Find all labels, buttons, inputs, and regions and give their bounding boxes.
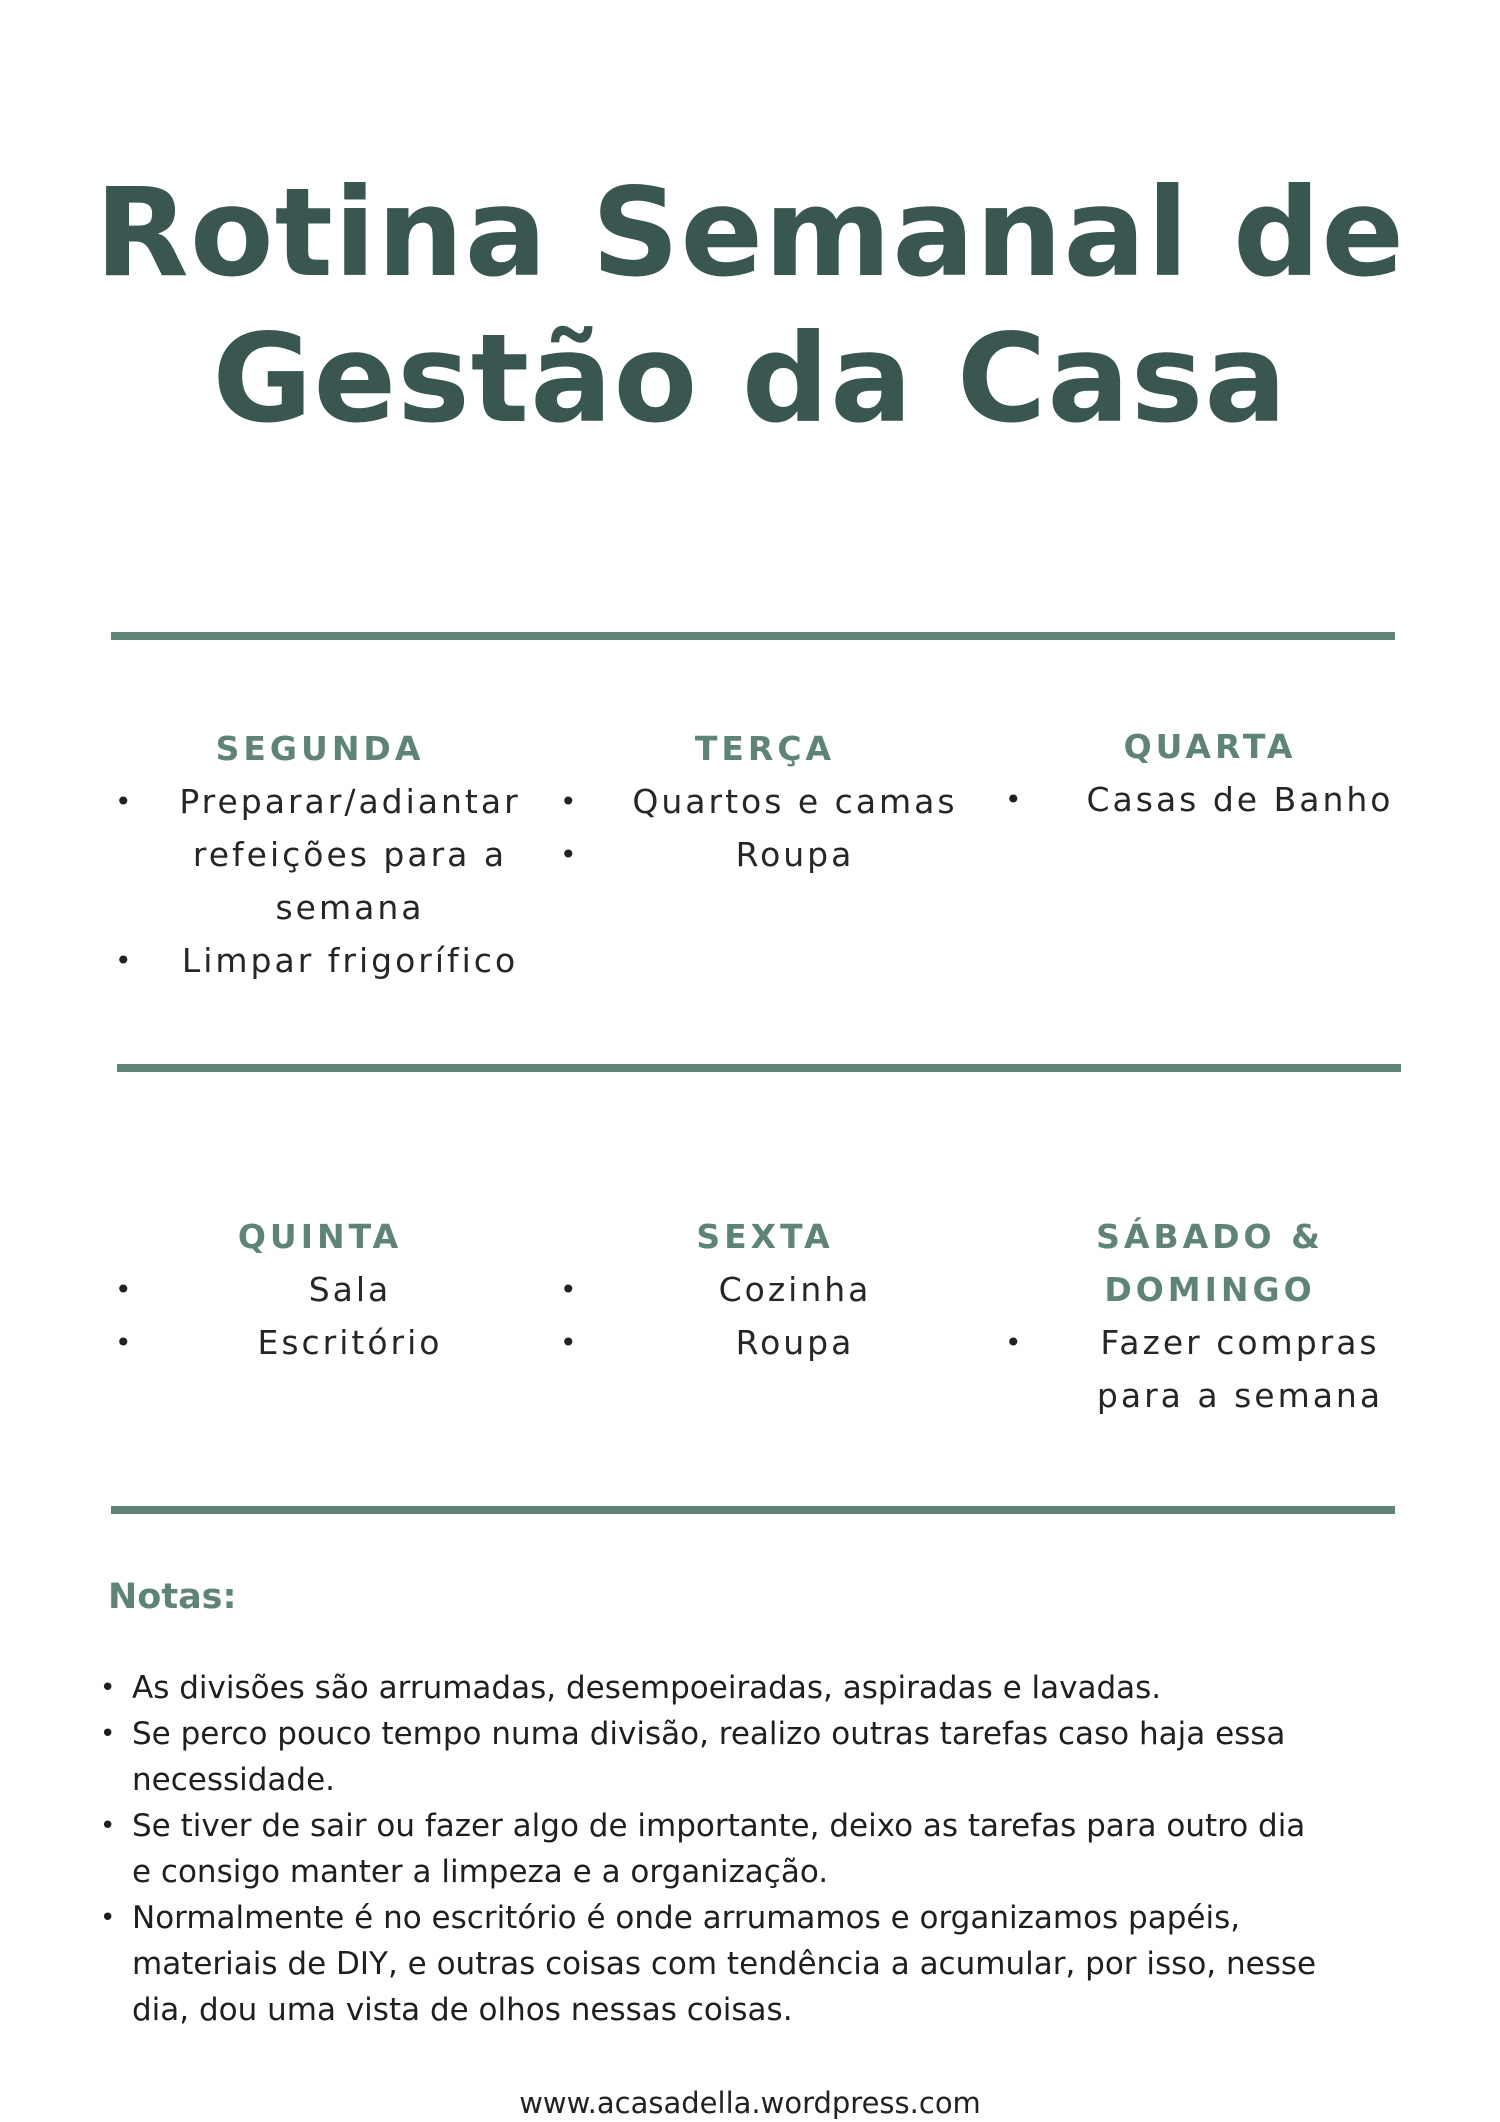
day-weekend xyxy=(1000,1210,1420,1422)
day-name: SEGUNDA xyxy=(215,729,425,768)
task-item: • Fazer compras para a semana xyxy=(1000,1316,1420,1422)
task-item: • Limpar frigorífico xyxy=(110,934,530,987)
task-list xyxy=(1000,1316,1420,1422)
day-name: TERÇA xyxy=(694,729,836,768)
task-item: • Roupa xyxy=(555,828,975,881)
bullet-icon: • xyxy=(560,785,580,818)
day-friday xyxy=(555,1210,975,1369)
day-tuesday xyxy=(555,722,975,881)
bullet-icon: • xyxy=(100,1811,116,1841)
bullet-icon: • xyxy=(1005,783,1025,816)
day-wednesday xyxy=(1000,720,1420,826)
task-item: • Preparar/adiantar refeições para a semana xyxy=(110,775,530,934)
bullet-icon: • xyxy=(115,1326,135,1359)
note-item: • Se tiver de sair ou fazer algo de importante, deixo as tarefas para outro dia e consigo manter a limpeza e a organização. xyxy=(100,1803,1320,1895)
title-line-1: Rotina Semanal de xyxy=(94,162,1406,304)
bullet-icon: • xyxy=(100,1673,116,1703)
task-list xyxy=(555,1263,975,1369)
bullet-icon: • xyxy=(1005,1326,1025,1359)
task-item: • Escritório xyxy=(110,1316,530,1369)
divider-top xyxy=(111,632,1395,640)
task-list xyxy=(110,1263,530,1369)
task-list xyxy=(555,775,975,881)
day-name: SÁBADO & DOMINGO xyxy=(1096,1217,1324,1309)
bullet-icon: • xyxy=(560,1326,580,1359)
day-monday xyxy=(110,722,530,987)
note-item: • Normalmente é no escritório é onde arrumamos e organizamos papéis, materiais de DIY, e outras coisas com tendência a acumular, por isso, nesse dia, dou uma vista de olhos nessas coisas. xyxy=(100,1895,1320,2033)
task-item: • Roupa xyxy=(555,1316,975,1369)
bullet-icon: • xyxy=(560,838,580,871)
task-item: • Quartos e camas xyxy=(555,775,975,828)
task-list xyxy=(110,775,530,987)
bullet-icon: • xyxy=(115,785,135,818)
divider-middle xyxy=(117,1064,1401,1072)
title-line-2: Gestão da Casa xyxy=(212,308,1288,450)
task-item: • Casas de Banho xyxy=(1000,773,1420,826)
day-name: QUINTA xyxy=(237,1217,403,1256)
bullet-icon: • xyxy=(115,944,135,977)
day-thursday xyxy=(110,1210,530,1369)
day-name: QUARTA xyxy=(1123,727,1297,766)
task-list xyxy=(1000,773,1420,826)
page-title xyxy=(0,160,1500,452)
notes-title: Notas: xyxy=(108,1577,237,1617)
bullet-icon: • xyxy=(560,1273,580,1306)
notes-list xyxy=(100,1665,1320,2033)
bullet-icon: • xyxy=(115,1273,135,1306)
day-name: SEXTA xyxy=(696,1217,834,1256)
bullet-icon: • xyxy=(100,1903,116,1933)
note-item: • As divisões são arrumadas, desempoeiradas, aspiradas e lavadas. xyxy=(100,1665,1320,1711)
task-item: • Sala xyxy=(110,1263,530,1316)
task-item: • Cozinha xyxy=(555,1263,975,1316)
note-item: • Se perco pouco tempo numa divisão, realizo outras tarefas caso haja essa necessidade. xyxy=(100,1711,1320,1803)
footer-url: www.acasadella.wordpress.com xyxy=(519,2086,981,2120)
divider-bottom xyxy=(111,1506,1395,1514)
bullet-icon: • xyxy=(100,1719,116,1749)
